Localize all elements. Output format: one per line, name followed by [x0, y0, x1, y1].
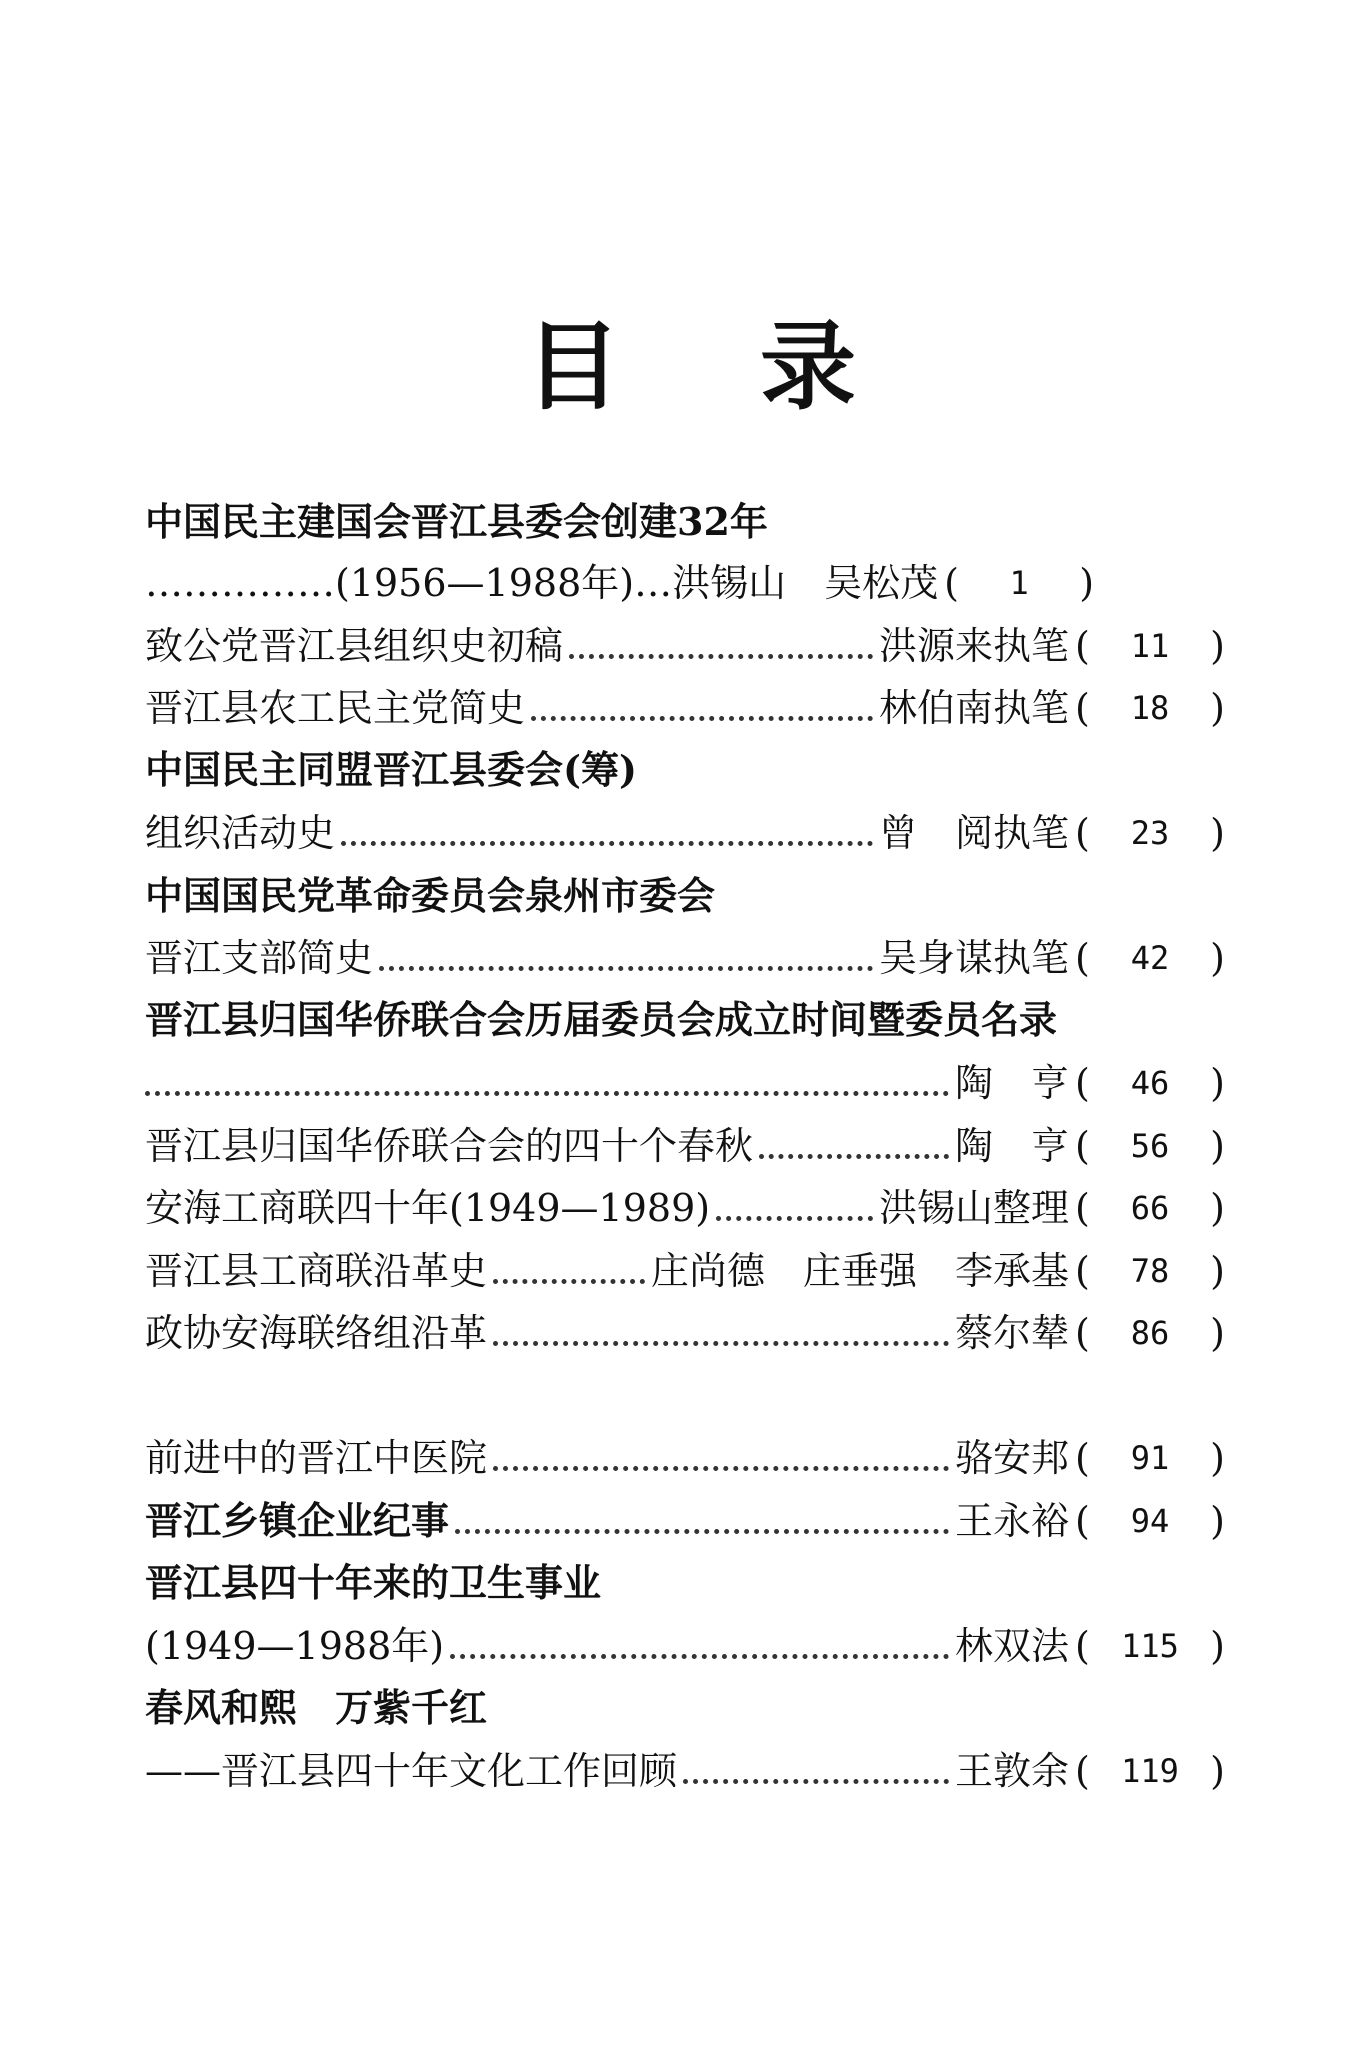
dot-leader — [341, 841, 873, 846]
dot-leader — [716, 1216, 873, 1221]
toc-entry-title: 晋江县归国华侨联合会的四十个春秋 — [145, 1124, 754, 1168]
toc-heading-line: 中国民主同盟晋江县委会(筹) — [145, 747, 637, 792]
toc-entry-author: 陶 亨 — [954, 1061, 1069, 1105]
page-title — [0, 312, 1370, 422]
toc-heading-line: 晋江县四十年来的卫生事业 — [145, 1560, 602, 1605]
dot-leader — [455, 1529, 949, 1534]
toc-entry-author: 庄尚德 庄垂强 李承基 — [650, 1249, 1069, 1293]
toc-entry[interactable]: 晋江县农工民主党简史 林伯南执笔 ( 18 ) — [145, 680, 1225, 736]
dot-leader — [683, 1779, 949, 1784]
dot-leader — [569, 654, 873, 659]
toc-entry-page: 115 — [1121, 1627, 1179, 1665]
toc-entry-title: 晋江县农工民主党简史 — [145, 686, 526, 730]
toc-entry[interactable]: 政协安海联络组沿革 蔡尔辇 ( 86 ) — [145, 1305, 1225, 1361]
dot-leader — [493, 1341, 949, 1346]
toc-heading-line: 中国国民党革命委员会泉州市委会 — [145, 873, 716, 918]
toc-entry-title: 晋江乡镇企业纪事 — [145, 1498, 450, 1543]
toc-entry-page: 66 — [1130, 1189, 1170, 1227]
toc-entry[interactable]: 晋江县归国华侨联合会的四十个春秋 陶 亨 ( 56 ) — [145, 1118, 1225, 1174]
toc-entry-author: 王永裕 — [954, 1499, 1069, 1543]
toc-entry-author: 吴身谋执笔 — [878, 936, 1069, 980]
toc-entry-author: 林双法 — [954, 1624, 1069, 1668]
toc-entry-page: 42 — [1130, 939, 1170, 977]
toc-entry-author: 王敦余 — [954, 1749, 1069, 1793]
toc-entry-author: 洪源来执笔 — [878, 624, 1069, 668]
toc-entry-title: 致公党晋江县组织史初稿 — [145, 624, 564, 668]
toc-entry-title: ——晋江县四十年文化工作回顾 — [145, 1749, 678, 1793]
toc-entry[interactable]: 前进中的晋江中医院 骆安邦 ( 91 ) — [145, 1430, 1225, 1486]
toc-entry-title: 晋江县工商联沿革史 — [145, 1249, 488, 1293]
toc-entry-title: ……………(1956—1988年)… — [145, 561, 673, 605]
toc-entry-author: 洪锡山 吴松茂 — [672, 561, 939, 605]
dot-leader — [450, 1654, 949, 1659]
toc-heading-line: 春风和熙 万紫千红 — [145, 1685, 488, 1730]
title-char-2: 录 — [760, 311, 856, 423]
toc-entry-title: 晋江支部简史 — [145, 936, 374, 980]
dot-leader — [759, 1154, 949, 1159]
dot-leader — [493, 1279, 645, 1284]
toc-entry[interactable]: 晋江县工商联沿革史 庄尚德 庄垂强 李承基 ( 78 ) — [145, 1243, 1225, 1299]
toc-entry-page: 86 — [1130, 1314, 1170, 1352]
toc-entry-author: 陶 亨 — [954, 1124, 1069, 1168]
dot-leader — [493, 1466, 949, 1471]
toc-entry-page: 119 — [1121, 1752, 1179, 1790]
toc-entry-title: 前进中的晋江中医院 — [145, 1436, 488, 1480]
toc-entry-page: 11 — [1130, 627, 1170, 665]
toc-entry[interactable]: 安海工商联四十年(1949—1989) 洪锡山整理 ( 66 ) — [145, 1180, 1225, 1236]
dot-leader — [379, 966, 873, 971]
dot-leader — [145, 1091, 949, 1096]
toc-entry-page: 23 — [1130, 814, 1170, 852]
toc-entry-author: 骆安邦 — [954, 1436, 1069, 1480]
toc-entry[interactable]: 组织活动史 曾 阅执笔 ( 23 ) — [145, 805, 1225, 861]
title-char-1: 目 — [525, 311, 621, 423]
toc-entry-page: 94 — [1130, 1502, 1170, 1540]
toc-entry[interactable]: 致公党晋江县组织史初稿 洪源来执笔 ( 11 ) — [145, 618, 1225, 674]
toc-entry-page: 78 — [1130, 1252, 1170, 1290]
toc-entry[interactable]: (1949—1988年) 林双法 ( 115 ) — [145, 1618, 1225, 1674]
toc-entry-author: 林伯南执笔 — [878, 686, 1069, 730]
toc-entry[interactable]: 晋江支部简史 吴身谋执笔 ( 42 ) — [145, 930, 1225, 986]
toc-entry-title: 安海工商联四十年(1949—1989) — [145, 1186, 711, 1230]
toc-entry-page: 18 — [1130, 689, 1170, 727]
toc-entry-page: 46 — [1130, 1064, 1170, 1102]
toc-entry-author: 洪锡山整理 — [878, 1186, 1069, 1230]
toc-heading-line: 晋江县归国华侨联合会历届委员会成立时间暨委员名录 — [145, 997, 1058, 1042]
toc-entry-page: 1 — [1009, 564, 1029, 602]
toc-entry-author: 曾 阅执笔 — [878, 811, 1069, 855]
toc-entry[interactable]: 陶 亨 ( 46 ) — [145, 1055, 1225, 1111]
toc-entry-title: 政协安海联络组沿革 — [145, 1311, 488, 1355]
toc-entry-title: (1949—1988年) — [145, 1624, 445, 1668]
dot-leader — [531, 716, 873, 721]
toc-entry-page: 56 — [1130, 1127, 1170, 1165]
toc-entry[interactable]: 晋江乡镇企业纪事 王永裕 ( 94 ) — [145, 1493, 1225, 1549]
toc-entry-author: 蔡尔辇 — [954, 1311, 1069, 1355]
toc-entry-page: 91 — [1130, 1439, 1170, 1477]
toc-heading-line: 中国民主建国会晋江县委会创建32年 — [145, 499, 768, 544]
toc-entry-title: 组织活动史 — [145, 811, 336, 855]
toc-entry[interactable]: ——晋江县四十年文化工作回顾 王敦余 ( 119 ) — [145, 1743, 1225, 1799]
toc-entry[interactable]: ……………(1956—1988年)… 洪锡山 吴松茂 ( 1 ) — [145, 555, 1225, 611]
